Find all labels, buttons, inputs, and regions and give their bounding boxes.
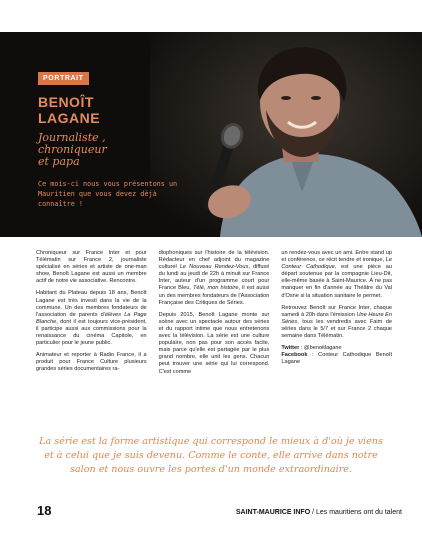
facebook-page: : Conteur Cathodique Benoît Lagane (281, 352, 393, 366)
paragraph: Depuis 2015, Benoît Lagane monte sur scène avec un spectacle autour des séries et du rapport intime que nous entretenons avec la télévision. La série est une culture populaire, non pas pour son accès facile, mais parce qu'elle est partagée par le plus grand nombre, elle unit les gens. Chacun peut trouver une série qui lui correspond. C'est comme (158, 311, 270, 375)
text-run: , tous les vendredis avec Faim de séries dans le 5/7 et sur France 2 chaque semaine dans Télématin. (281, 318, 393, 340)
article-columns (36, 250, 392, 425)
text-run-italic: Le Nouveau Rendez-Vous (179, 264, 249, 271)
paragraph (159, 250, 270, 307)
paragraph: Animateur et reporter à Radio France, il a produit pour France Culture plusieurs grandes séries documentaires ra- (36, 352, 147, 373)
paragraph: Chroniqueur sur France Inter et pour Télématin sur France 2, journaliste spécialisé en séries et artiste de one-man show, Benoît Lagane est aussi un membre actif de notre vie associative. Rencontre. (36, 250, 147, 285)
text-run-italic: élèves La Page Blanche (36, 311, 147, 325)
paragraph (281, 305, 392, 340)
name-last: LAGANE (38, 110, 101, 126)
social-links (281, 345, 392, 366)
text-run-italic: Télé, mon histoire (193, 285, 239, 292)
portrait-hero (0, 32, 422, 237)
person-name (38, 94, 100, 126)
section-tag: PORTRAIT (38, 72, 89, 85)
column-1 (36, 250, 147, 425)
subtitle-line-3: et papa (38, 155, 80, 168)
person-subtitle (38, 132, 158, 168)
text-run: , est une pièce au départ soutenue par la compagnie Lieu-Dit, elle-même basée à Saint-Maurice. À ne pas manquer en fin d'année au Théâtre du Val d'Osne si la situation sanitaire le permet. (281, 264, 393, 299)
twitter-handle: : @benoitlagane (299, 345, 342, 352)
portrait-photo (150, 32, 422, 237)
text-run: Retrouvez Benoît sur France Inter, chaque samedi à 20h dans l'émission (281, 304, 393, 318)
text-run-italic: Le Conteur Cathodique (281, 257, 393, 271)
lead-text: Ce mois-ci nous vous présentons un Mauritien que vous devez déjà connaître ! (38, 180, 178, 208)
footer-title (236, 509, 402, 516)
text-run: un rendez-vous avec un ami. Entre stand up et conférence, ce récit tendre et ironique, (281, 250, 393, 264)
magazine-name: SAINT-MAURICE INFO (235, 509, 311, 516)
text-run: , dont il est toujours vice-président, il participe aussi aux commissions pour la renaissance du cinéma Capitole, en particulier pour le jeune public. (36, 318, 147, 347)
column-2 (159, 250, 270, 425)
page-number: 18 (37, 503, 52, 518)
subtitle-line-1: Journaliste , (38, 131, 106, 144)
section-name: / Les mauritiens ont du talent (310, 509, 402, 516)
text-run: Habitant du Plateau depuis 18 ans, Benoît Lagane est très investi dans la vie de la commune. Un des membres fondateurs de l'association de parents d' (36, 290, 147, 318)
twitter-label: Twitter (281, 345, 300, 352)
name-first: BENOÎT (38, 94, 94, 110)
paragraph (281, 250, 392, 300)
column-3 (281, 250, 392, 425)
text-run: diophoniques sur l'histoire de la télévision. Rédacteur en chef adjoint du magazine culturel (158, 250, 270, 271)
subtitle-line-2: chroniqueur (38, 143, 107, 156)
text-run: , il est aussi un des membres fondateurs de l'Association Française des Critiques de Séries. (158, 285, 270, 306)
facebook-label: Facebook (281, 352, 308, 359)
text-run-italic: Une Heure En Séries (281, 311, 393, 325)
text-run: , diffusé du lundi au jeudi de 22h à minuit sur France Inter, auteur d'un programme court pour France Bleu, (158, 264, 270, 292)
pull-quote: La série est la forme artistique qui correspond le mieux à d'où je viens et à celui que je suis devenu. Comme le conte, elle arrive dans notre salon et nous ouvre les portes d'un monde extraordinaire. (39, 436, 383, 475)
paragraph (36, 290, 147, 347)
